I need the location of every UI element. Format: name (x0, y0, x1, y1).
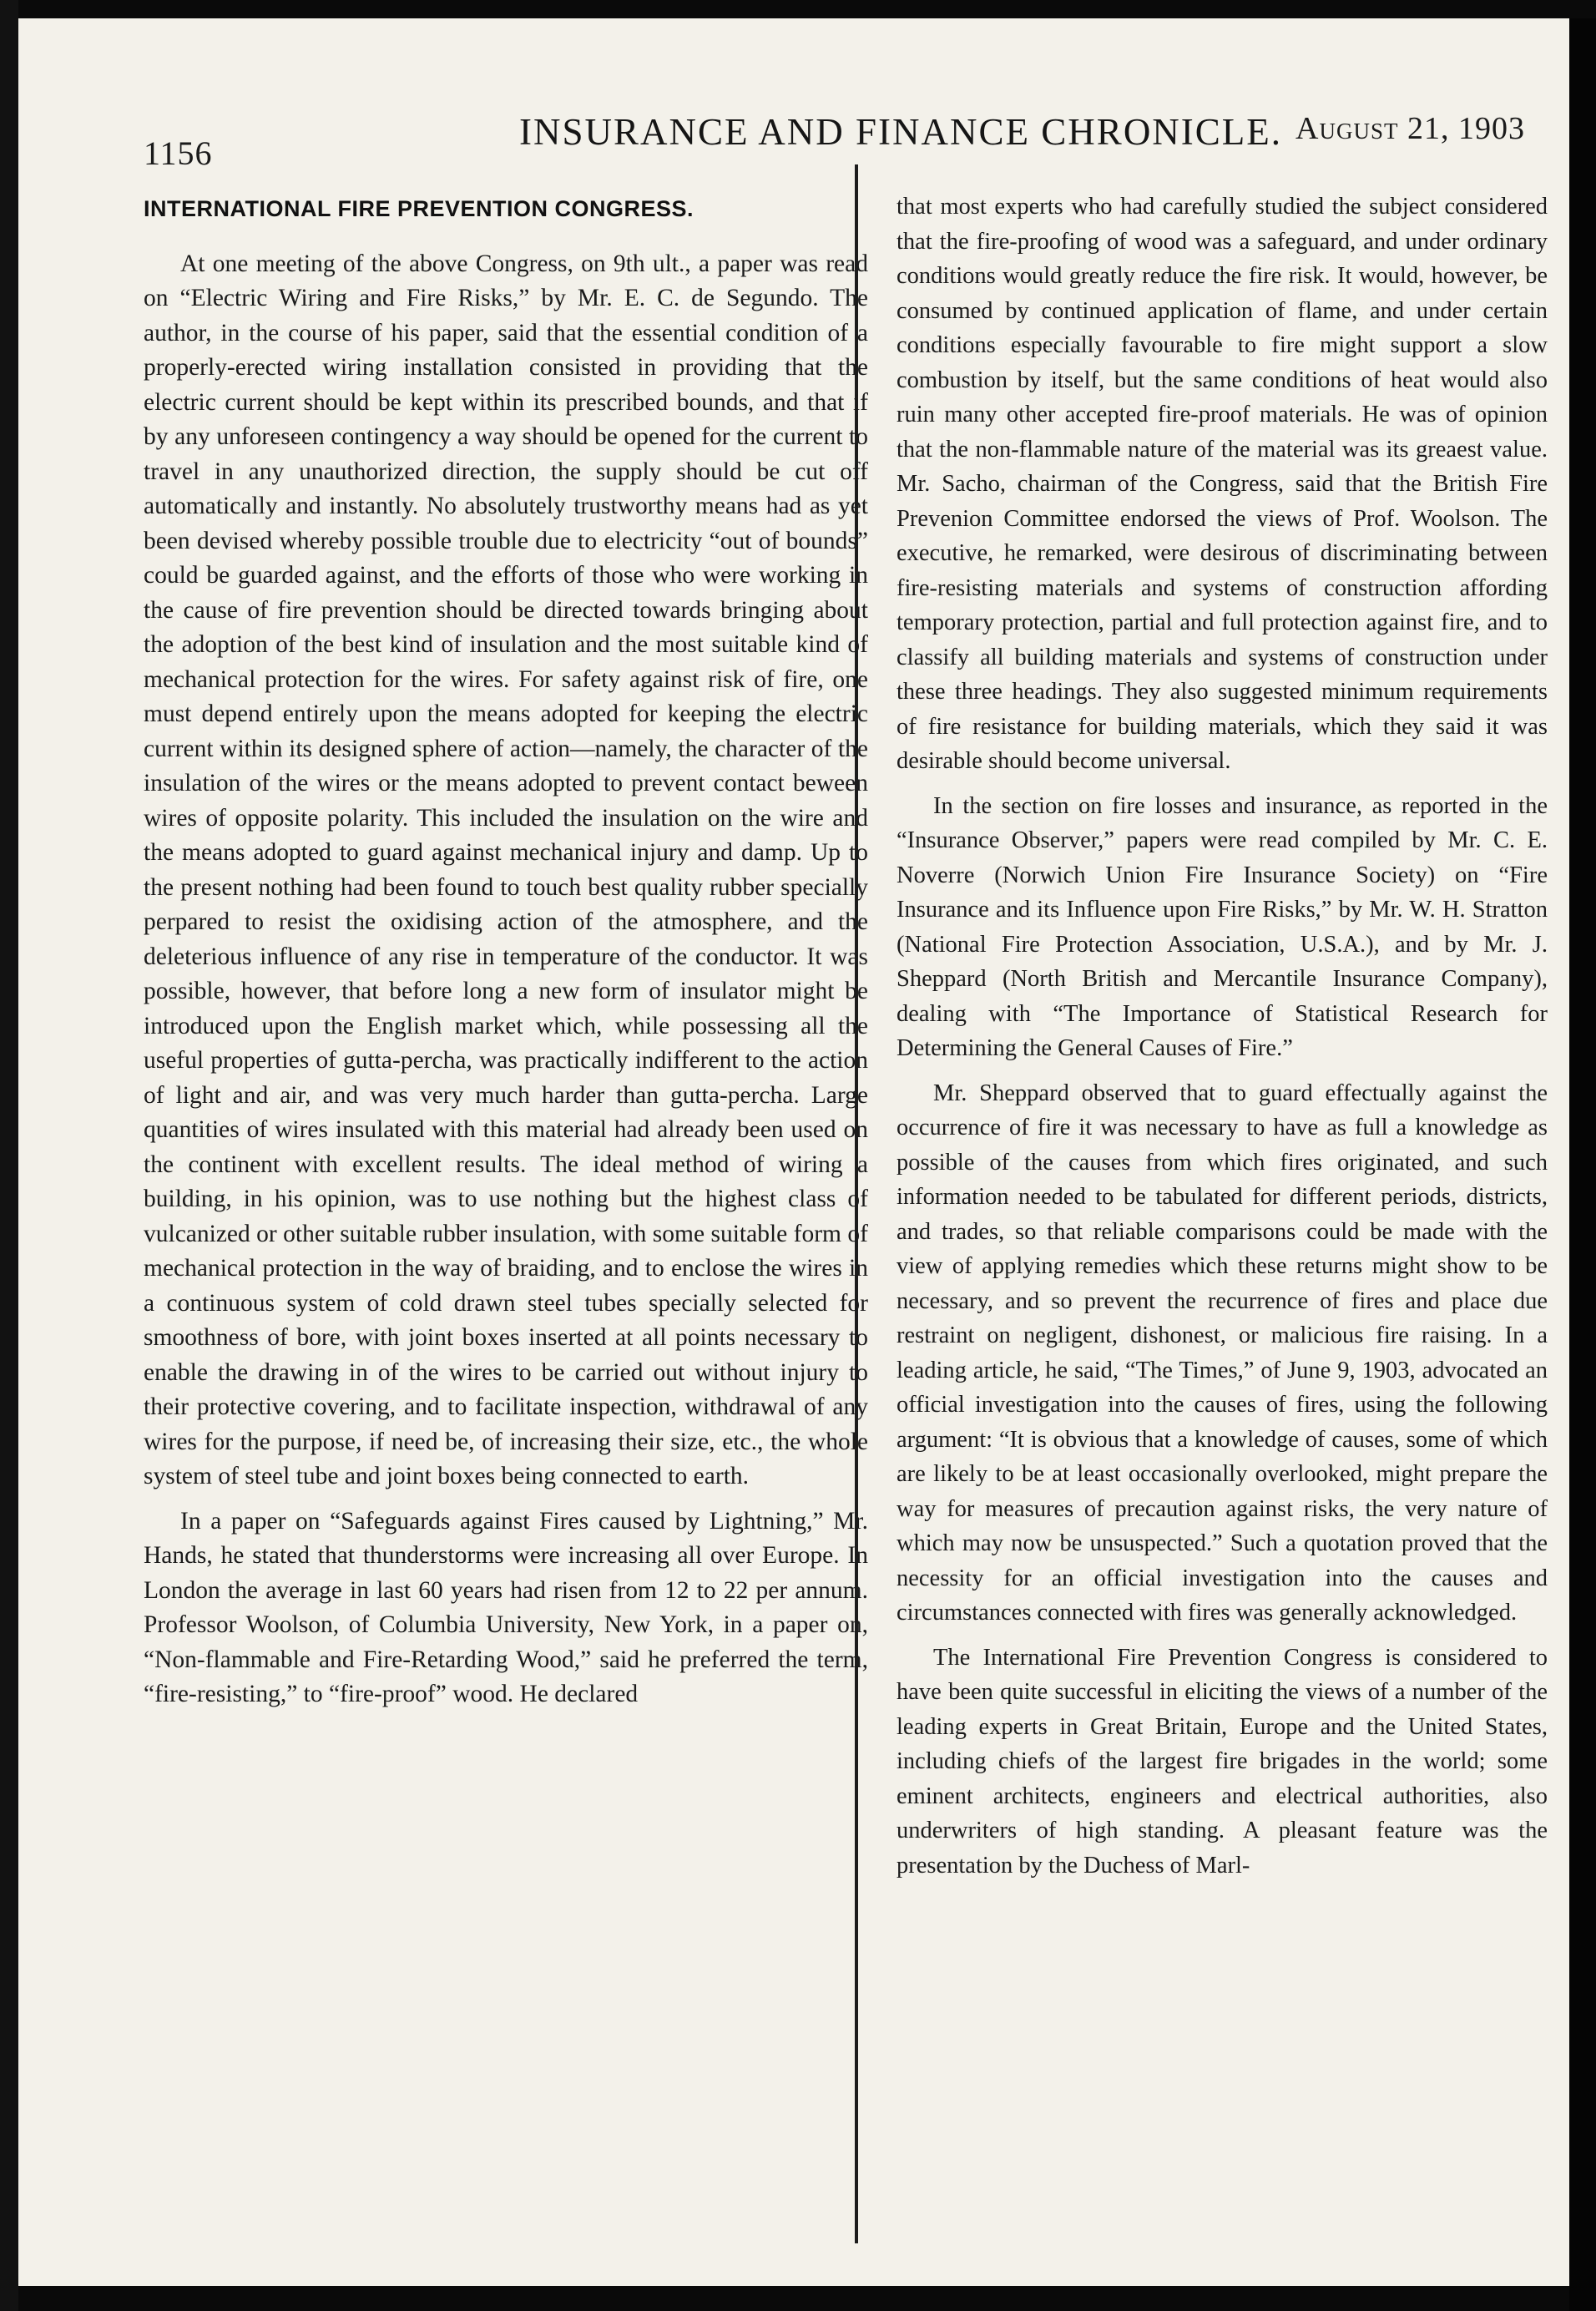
right-column (896, 190, 1548, 1893)
scan-border-right (1569, 18, 1596, 2311)
page-header (18, 18, 1569, 172)
paragraph: Mr. Sheppard observed that to guard effectually against the occurrence of fire it was necessary to have as full a knowledge as possible of the causes from which fires originated, and such information needed to be tabulated for different periods, districts, and trades, so that reliable comparisons could be made with the view of applying remedies which these returns might show to be necessary, and so prevent the recurrence of fires and place due restraint on negligent, dishonest, or malicious fire raising. In a leading article, he said, “The Times,” of June 9, 1903, advocated an official investigation into the causes of fires, using the following argument: “It is obvious that a knowledge of causes, some of which are likely to be at least occasionally overlooked, might prepare the way for measures of precaution against risks, the very nature of which may now be unsuspected.” Such a quotation proved that the necessity for an official investigation into the causes and circumstances connected with fires was generally acknowledged. (896, 1080, 1548, 1626)
paragraph: In a paper on “Safeguards against Fires caused by Lightning,” Mr. Hands, he stated that thunderstorms were increasing all over Europe. In London the average in last 60 years had risen from 12 to 22 per annum. Professor Woolson, of Columbia University, New York, in a paper on, “Non-flammable and Fire-Retarding Wood,” said he preferred the term, “fire-resisting,” to “fire-proof” wood. He declared (144, 1507, 868, 1707)
newspaper-page (18, 18, 1569, 2286)
paragraph: At one meeting of the above Congress, on 9th ult., a paper was read on “Electric Wiring and Fire Risks,” by Mr. E. C. de Segundo. The author, in the course of his paper, said that the essential condition of a properly-erected wiring installation consisted in providing that the electric current should be kept within its prescribed bounds, and that if by any unforeseen contingency a way should be opened for the current to travel in any unauthorized direction, the supply should be cut off automatically and instantly. No absolutely trustworthy means had as yet been devised whereby possible trouble due to electricity “out of bounds” could be guarded against, and the efforts of those who were working in the cause of fire prevention should be directed towards bringing about the adoption of the best kind of insulation and the most suitable kind of mechanical protection for the wires. For safety against risk of fire, one must depend entirely upon the means adopted for keeping the electric current within its designed sphere of action—namely, the character of the insulation of the wires or the means adopted to prevent contact beween wires of opposite polarity. This included the insulation on the wire and the means adopted to guard against mechanical injury and damp. Up to the present nothing had been found to touch best quality rubber specially perpared to resist the oxidising action of the atmosphere, and the deleterious influence of any rise in temperature of the conductor. It was possible, however, that before long a new form of insulator might be introduced upon the English market which, while possessing all the useful properties of gutta-percha, was practically indifferent to the action of light and air, and was very much harder than gutta-percha. Large quantities of wires insulated with this material had already been used on the continent with excellent results. The ideal method of wiring a building, in his opinion, was to use nothing but the highest class of vulcanized or other suitable rubber insulation, with some suitable form of mechanical protection in the way of braiding, and to enclose the wires in a continuous system of cold drawn steel tubes specially selected for smoothness of bore, with joint boxes inserted at all points necessary to enable the drawing in of the wires to be carried out without injury to their protective covering, and to facilitate inspection, withdrawal of any wires for the purpose, if need be, of increasing their size, etc., the whole system of steel tube and joint boxes being connected to earth. (144, 250, 868, 1489)
paragraph: The International Fire Prevention Congress is considered to have been quite successful in eliciting the views of a number of the leading experts in Great Britain, Europe and the United States, including chiefs of the largest fire brigades in the world; some eminent architects, engineers and electrical authorities, also underwriters of high standing. A pleasant feature was the presentation by the Duchess of Marl- (896, 1644, 1548, 1879)
page-number: 1156 (144, 134, 213, 172)
issue-date: August 21, 1903 (1295, 111, 1525, 146)
paragraph: In the section on fire losses and insurance, as reported in the “Insurance Observer,” papers were read compiled by Mr. C. E. Noverre (Norwich Union Fire Insurance Society) on “Fire Insurance and its Influence upon Fire Risks,” by Mr. W. H. Stratton (National Fire Protection Association, U.S.A.), and by Mr. J. Sheppard (North British and Mercantile Insurance Company), dealing with “The Importance of Statistical Research for Determining the General Causes of Fire.” (896, 792, 1548, 1061)
paragraph-continued: that most experts who had carefully studied the subject considered that the fire-proofing of wood was a safeguard, and under ordinary conditions would greatly reduce the fire risk. It would, however, be consumed by continued application of flame, and under certain conditions especially favourable to fire might support a slow combustion by itself, but the same conditions of heat would also ruin many other accepted fire-proof materials. He was of opinion that the non-flammable nature of the material was its greaest value. Mr. Sacho, chairman of the Congress, said that the British Fire Prevenion Committee endorsed the views of Prof. Woolson. The executive, he remarked, were desirous of discriminating between fire-resisting materials and systems of construction affording temporary protection, partial and full protection against fire, and to classify all building materials and systems of construction under these three headings. They also suggested minimum requirements of fire resistance for building materials, which they said it was desirable should become universal. (896, 194, 1548, 774)
journal-title: INSURANCE AND FINANCE CHRONICLE. (519, 111, 1283, 153)
scan-border-left (0, 0, 18, 2311)
left-column (144, 192, 868, 1722)
article-title: INTERNATIONAL FIRE PREVENTION CONGRESS. (144, 196, 694, 221)
